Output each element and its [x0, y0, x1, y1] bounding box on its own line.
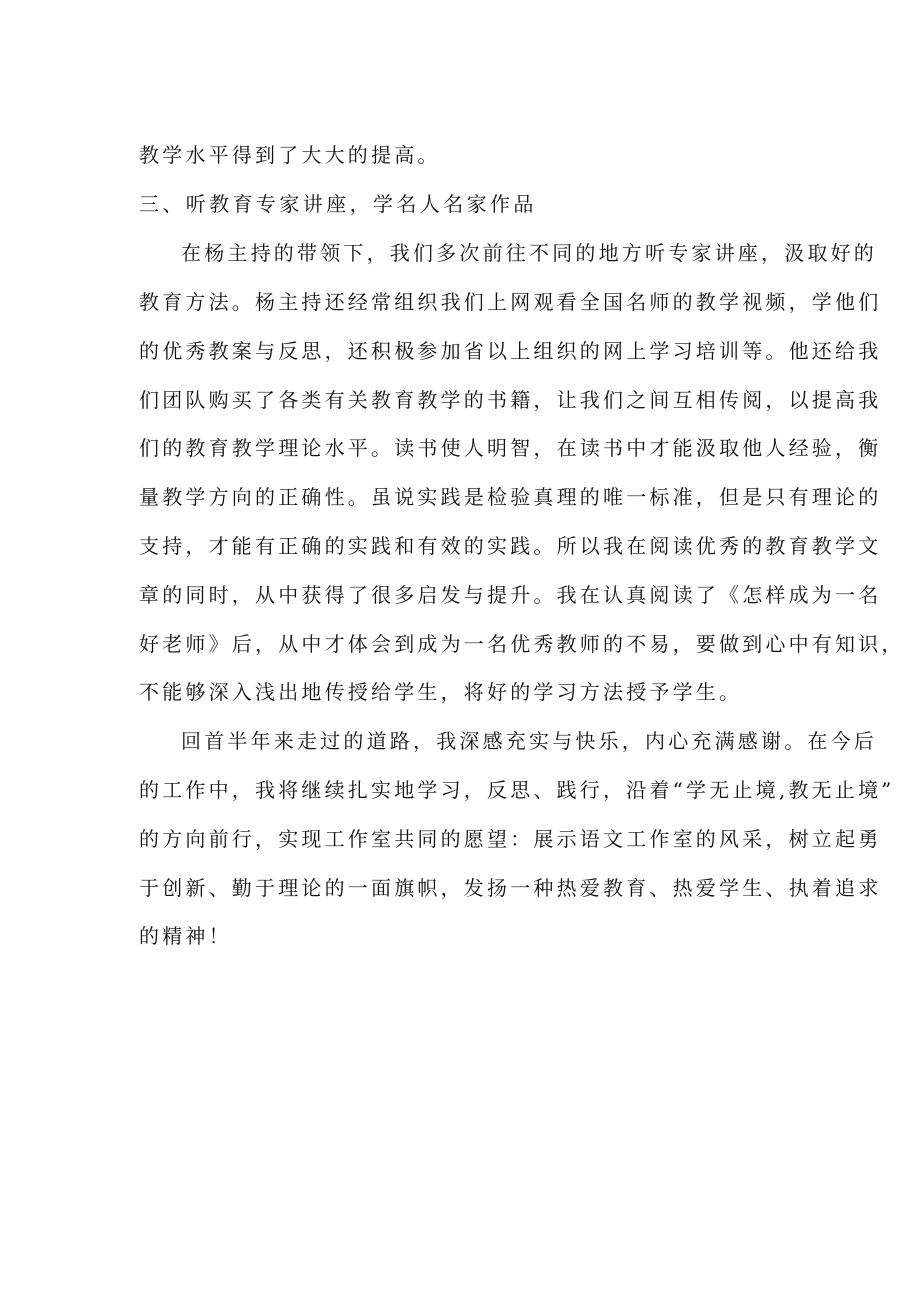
paragraph-line: 量教学方向的正确性。虽说实践是检验真理的唯一标准，但是只有理论的: [139, 485, 882, 509]
paragraph-line: 的精神！: [139, 924, 232, 948]
paragraph-line: 章的同时，从中获得了很多启发与提升。我在认真阅读了《怎样成为一名: [139, 583, 882, 607]
paragraph-line: 好老师》后，从中才体会到成为一名优秀教师的不易，要做到心中有知识，: [139, 632, 905, 656]
paragraph-line: 们团队购买了各类有关教育教学的书籍，让我们之间互相传阅，以提高我: [139, 388, 882, 412]
paragraph-line: 教育方法。杨主持还经常组织我们上网观看全国名师的教学视频，学他们: [139, 290, 882, 314]
paragraph-line: 的方向前行，实现工作室共同的愿望：展示语文工作室的风采，树立起勇: [139, 827, 882, 851]
paragraph-line: 支持，才能有正确的实践和有效的实践。所以我在阅读优秀的教育教学文: [139, 534, 882, 558]
paragraph-line: 回首半年来走过的道路，我深感充实与快乐，内心充满感谢。在今后: [181, 729, 877, 753]
paragraph-line: 们的教育教学理论水平。读书使人明智，在读书中才能汲取他人经验，衡: [139, 436, 882, 460]
section-heading: 三、听教育专家讲座，学名人名家作品: [139, 192, 537, 216]
paragraph-line: 教学水平得到了大大的提高。: [139, 143, 441, 167]
paragraph-line: 于创新、勤于理论的一面旗帜，发扬一种热爱教育、热爱学生、执着追求: [139, 876, 882, 900]
paragraph-line: 的工作中，我将继续扎实地学习，反思、践行，沿着“学无止境,教无止境”: [139, 778, 895, 802]
paragraph-line: 在杨主持的带领下，我们多次前往不同的地方听专家讲座，汲取好的: [181, 241, 877, 265]
paragraph-line: 的优秀教案与反思，还积极参加省以上组织的网上学习培训等。他还给我: [139, 339, 882, 363]
paragraph-line: 不能够深入浅出地传授给学生，将好的学习方法授予学生。: [139, 680, 743, 704]
